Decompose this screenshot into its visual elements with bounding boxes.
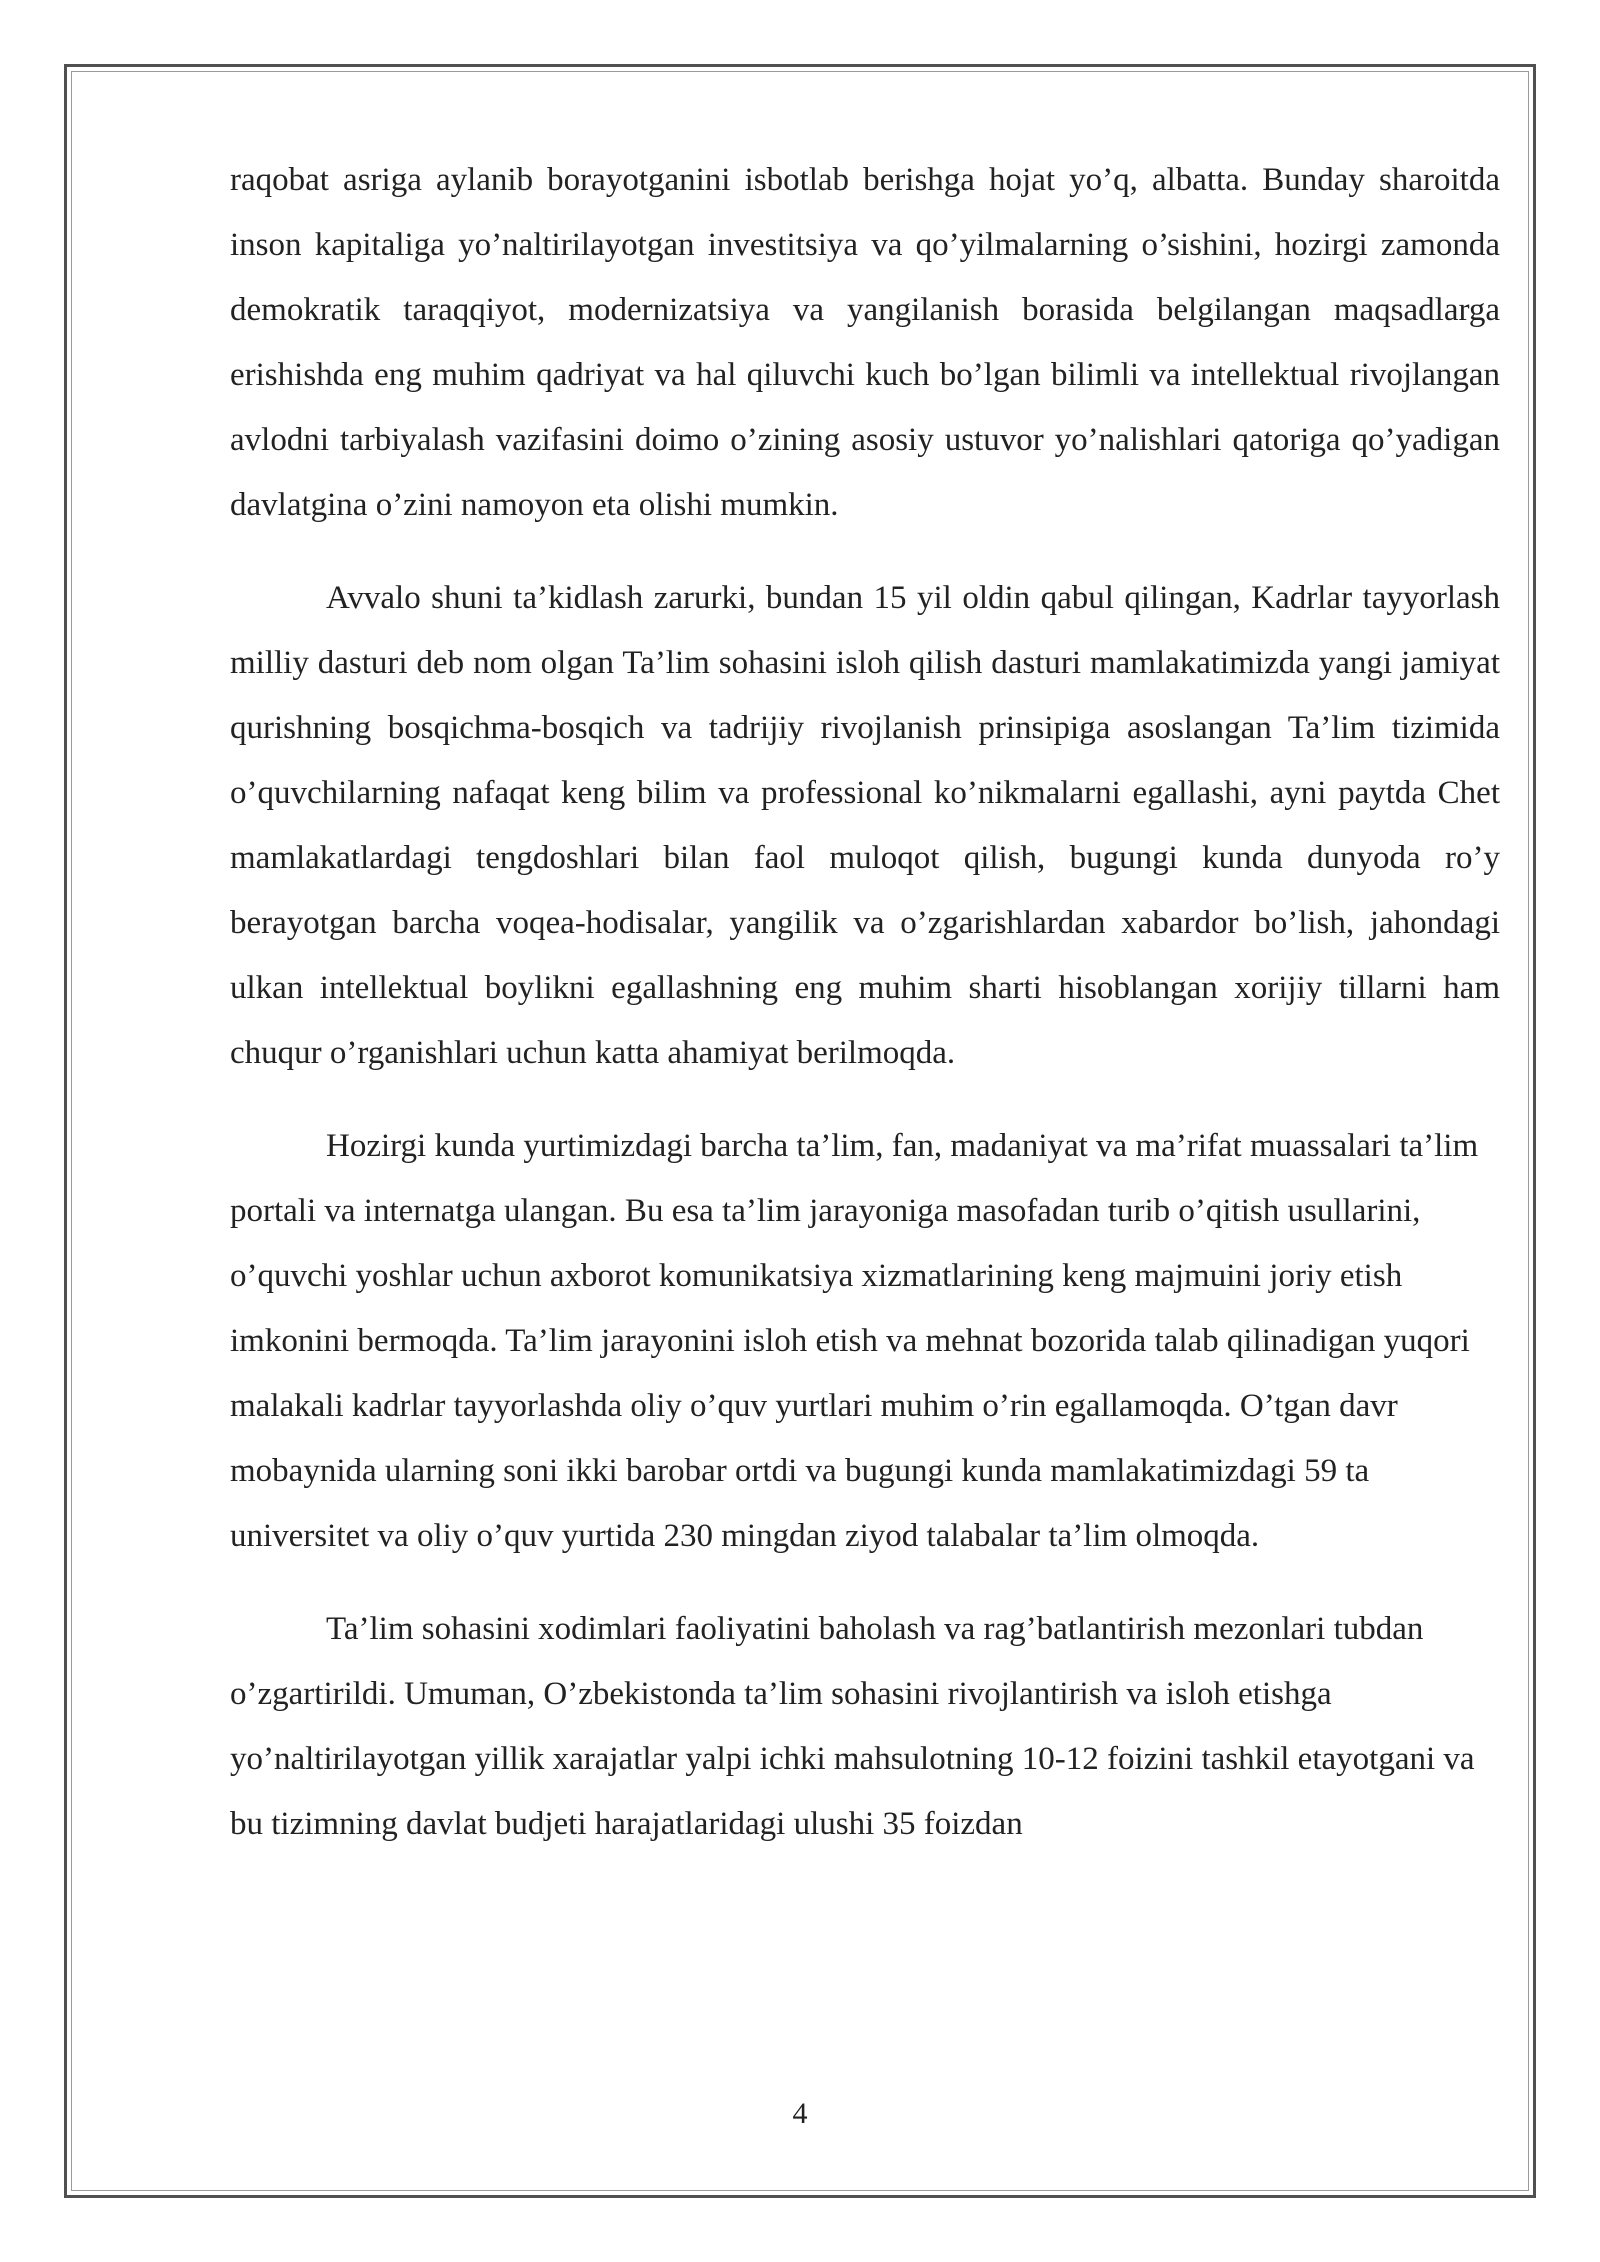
page-number: 4 [792, 2097, 808, 2130]
paragraph-3: Hozirgi kunda yurtimizdagi barcha ta’lim, fan, madaniyat va ma’rifat muassalari ta’lim portali va internatga ulangan. Bu esa ta’lim jarayoniga masofadan turib o’qitish usullarini, o’quvchi yoshlar uchun axborot komunikatsiya xizmatlarining keng majmuini joriy etish imkonini bermoqda. Ta’lim jarayonini isloh etish va mehnat bozorida talab qilinadigan yuqori malakali kadrlar tayyorlashda oliy o’quv yurtlari muhim o’rin egallamoqda. O’tgan davr mobaynida ularning soni ikki barobar ortdi va bugungi kunda mamlakatimizdagi 59 ta universitet va oliy o’quv yurtida 230 mingdan ziyod talabalar ta’lim olmoqda. [230, 1128, 1479, 1554]
paragraph-4: Ta’lim sohasini xodimlari faoliyatini baholash va rag’batlantirish mezonlari tubdan o’zgartirildi. Umuman, O’zbekistonda ta’lim sohasini rivojlantirish va isloh etishga yo’naltirilayotgan yillik xarajatlar yalpi ichki mahsulotning 10-12 foizini tashkil etayotgani va bu tizimning davlat budjeti harajatlaridagi ulushi 35 foizdan [230, 1611, 1475, 1842]
document-body [230, 148, 1500, 1885]
paragraph-1: raqobat asriga aylanib borayotganini isbotlab berishga hojat yo’q, albatta. Bunday sharoitda inson kapitaliga yo’naltirilayotgan investitsiya va qo’yilmalarning o’sishini, hozirgi zamonda demokratik taraqqiyot, modernizatsiya va yangilanish borasida belgilangan maqsadlarga erishishda eng muhim qadriyat va hal qiluvchi kuch bo’lgan bilimli va intellektual rivojlangan avlodni tarbiyalash vazifasini doimo o’zining asosiy ustuvor yo’nalishlari qatoriga qo’yadigan davlatgina o’zini namoyon eta olishi mumkin. [230, 162, 1500, 523]
paragraph-2: Avvalo shuni ta’kidlash zarurki, bundan 15 yil oldin qabul qilingan, Kadrlar tayyorlash milliy dasturi deb nom olgan Ta’lim sohasini isloh qilish dasturi mamlakatimizda yangi jamiyat qurishning bosqichma-bosqich va tadrijiy rivojlanish prinsipiga asoslangan Ta’lim tizimida o’quvchilarning nafaqat keng bilim va professional ko’nikmalarni egallashi, ayni paytda Chet mamlakatlardagi tengdoshlari bilan faol muloqot qilish, bugungi kunda dunyoda ro’y berayotgan barcha voqea-hodisalar, yangilik va o’zgarishlardan xabardor bo’lish, jahondagi ulkan intellektual boylikni egallashning eng muhim sharti hisoblangan xorijiy tillarni ham chuqur o’rganishlari uchun katta ahamiyat berilmoqda. [230, 580, 1500, 1071]
